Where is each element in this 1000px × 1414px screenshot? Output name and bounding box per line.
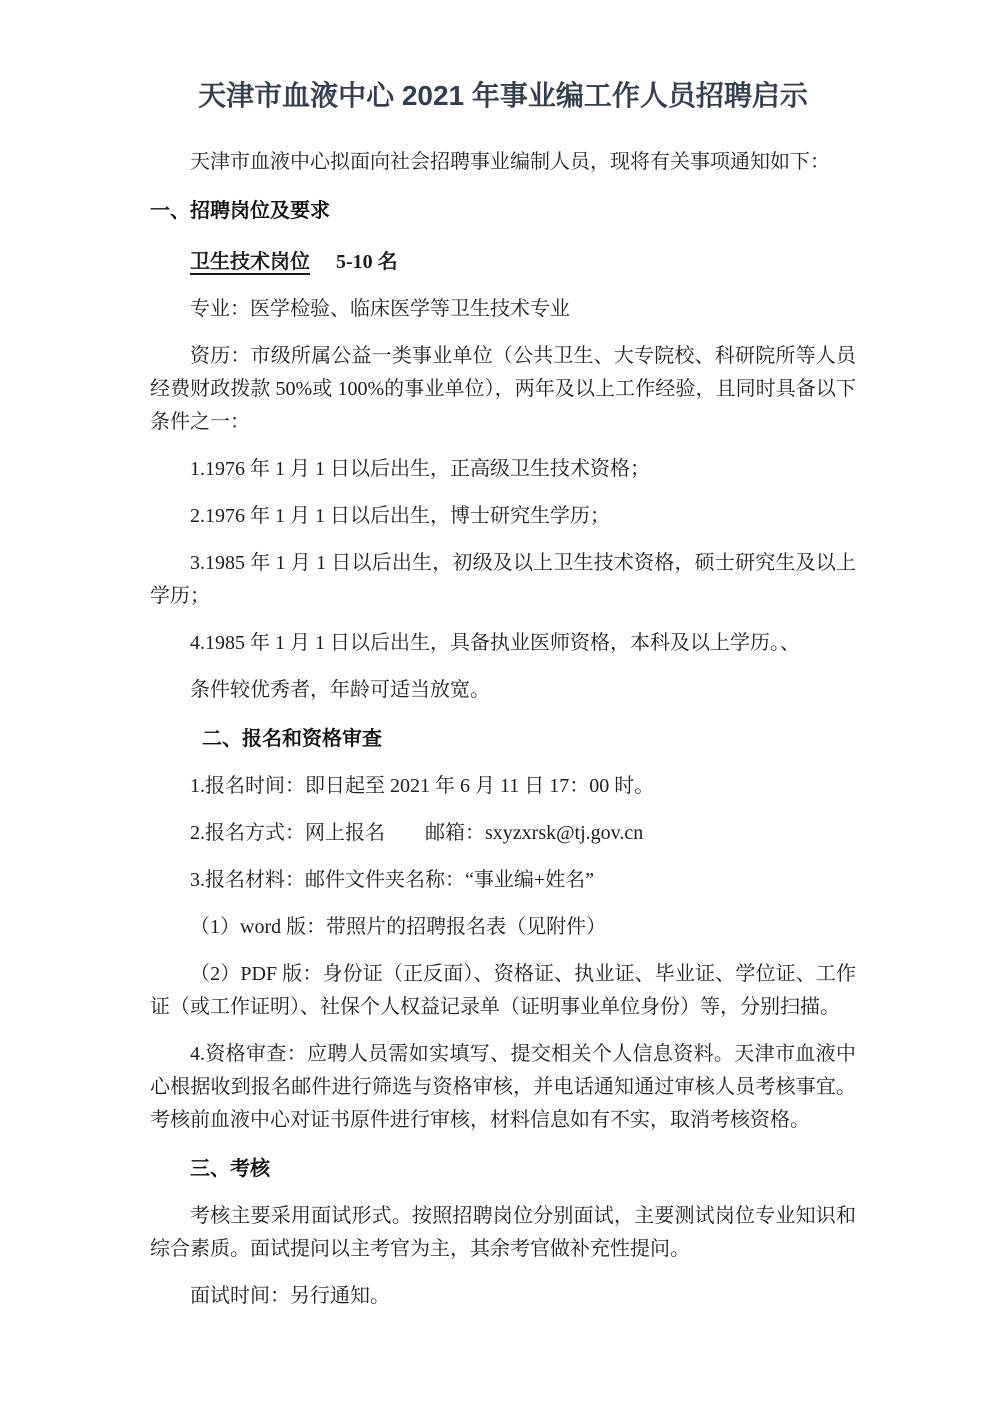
condition-item: 3.1985 年 1 月 1 日以后出生，初级及以上卫生技术资格，硕士研究生及以上学历； [150,552,856,607]
doc-title: 天津市血液中心 2021 年事业编工作人员招聘启示 [198,80,808,111]
interview-time-paragraph: 面试时间：另行通知。 [190,1285,390,1307]
apply-item: （1）word 版：带照片的招聘报名表（见附件） [190,916,607,938]
apply-item: 3.报名材料：邮件文件夹名称：“事业编+姓名” [190,869,595,891]
apply-item: 4.资格审查：应聘人员需如实填写、提交相关个人信息资料。天津市血液中心根据收到报名邮件进行筛选与资格审核，并电话通知通过审核人员考核事宜。考核前血液中心对证书原件进行审核，材料信息如有不实，取消考核资格。 [150,1043,856,1131]
condition-item: 1.1976 年 1 月 1 日以后出生，正高级卫生技术资格； [190,458,650,480]
assessment-paragraph: 考核主要采用面试形式。按照招聘岗位分别面试，主要测试岗位专业知识和综合素质。面试提问以主考官为主，其余考官做补充性提问。 [150,1205,856,1260]
qualification-paragraph: 资历：市级所属公益一类事业单位（公共卫生、大专院校、科研院所等人员经费财政拨款 50%或 100%的事业单位），两年及以上工作经验，且同时具备以下条件之一： [150,345,856,433]
condition-item: 4.1985 年 1 月 1 日以后出生，具备执业医师资格，本科及以上学历。、 [190,632,800,654]
position-count: 5-10 名 [336,251,398,273]
apply-item: 2.报名方式：网上报名 邮箱：sxyzxrsk@tj.gov.cn [190,822,644,844]
note-paragraph: 条件较优秀者，年龄可适当放宽。 [190,679,490,701]
intro-paragraph: 天津市血液中心拟面向社会招聘事业编制人员，现将有关事项通知如下： [190,151,830,173]
major-paragraph: 专业：医学检验、临床医学等卫生技术专业 [190,298,570,320]
section-heading-assess: 三、考核 [190,1158,270,1180]
condition-item: 2.1976 年 1 月 1 日以后出生，博士研究生学历； [190,505,610,527]
section-heading-apply: 二、报名和资格审查 [202,728,382,750]
position-line [150,246,856,279]
apply-item: 1.报名时间：即日起至 2021 年 6 月 11 日 17：00 时。 [190,775,655,797]
position-title: 卫生技术岗位 [190,251,310,273]
section-heading-recruit: 一、招聘岗位及要求 [150,200,330,222]
apply-item: （2）PDF 版：身份证（正反面）、资格证、执业证、毕业证、学位证、工作证（或工作证明）、社保个人权益记录单（证明事业单位身份）等，分别扫描。 [150,963,856,1018]
